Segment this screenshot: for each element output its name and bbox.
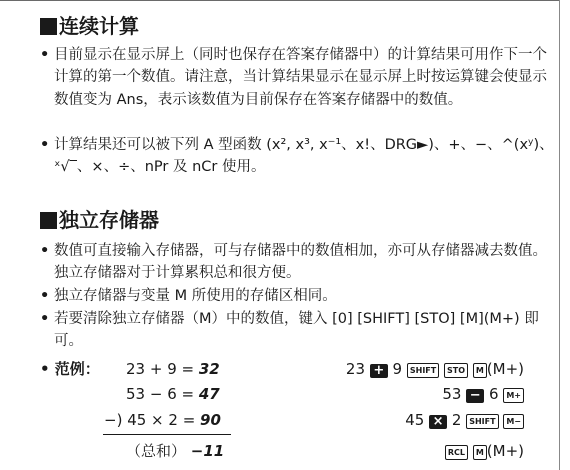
example-result-4: −11 xyxy=(190,442,225,460)
example-result-2: 47 xyxy=(198,385,220,403)
square-bullet-icon xyxy=(40,212,57,229)
section-title-continuous: 连续计算 xyxy=(40,14,139,38)
sto-key: STO xyxy=(444,363,468,378)
section-title-independent-memory: 独立存储器 xyxy=(40,208,159,232)
example-result-1: 32 xyxy=(198,360,220,378)
example-row-1: 23 + 9 = 32 xyxy=(126,360,220,378)
keyseq-row-2: 53 − 6 M+ xyxy=(442,384,524,404)
bullet-continuous-2: • 计算结果还可以被下列 A 型函数 (x², x³, x⁻¹、x!、DRG►)、+、−、^(xʸ)、ˣ√‾、×、÷、nPr 及 nCr 使用。 xyxy=(40,137,554,176)
times-key: × xyxy=(429,415,447,429)
page-edge-line xyxy=(559,0,560,470)
bullet-continuous-1: • 目前显示在显示屏上（同时也保存在答案存储器中）的计算结果可用作下一个计算的第一个数值。请注意，当计算结果显示在显示屏上时按运算键会使显示数值变为 Ans，表示该数值为目前保存在答案存储器中的数值。 xyxy=(40,47,547,108)
keyseq-row-4: RCL M (M+) xyxy=(445,441,524,461)
example-row-3: −) 45 × 2 = 90 xyxy=(104,411,221,429)
keyseq-row-1: 23 + 9 SHIFT STO M (M+) xyxy=(345,360,524,378)
example-label: • 范例： xyxy=(40,360,100,378)
bullet-memory-1: • 数值可直接输入存储器，可与存储器中的数值相加，亦可从存储器减去数值。独立存储器对于计算累积总和很方便。 xyxy=(40,243,547,282)
minus-key: − xyxy=(466,389,484,403)
shift-key: SHIFT xyxy=(407,363,439,378)
bullet-memory-2: • 独立存储器与变量 M 所使用的存储区相同。 xyxy=(40,288,337,304)
sum-rule xyxy=(103,434,231,435)
mplus-key: M+ xyxy=(503,388,524,403)
mminus-key: M− xyxy=(503,414,524,429)
top-rule xyxy=(0,0,560,1)
rcl-key: RCL xyxy=(445,445,468,460)
keyseq-row-3: 45 × 2 SHIFT M− xyxy=(405,410,524,430)
m-key: M xyxy=(473,363,487,378)
m-key: M xyxy=(473,445,487,460)
example-row-2: 53 − 6 = 47 xyxy=(126,385,220,403)
shift-key: SHIFT xyxy=(466,414,498,429)
bullet-memory-3: • 若要清除独立存储器（M）中的数值，键入 [0] [SHIFT] [STO] [M](M+) 即可。 xyxy=(40,311,539,350)
example-result-3: 90 xyxy=(200,411,221,429)
square-bullet-icon xyxy=(40,18,57,35)
plus-key: + xyxy=(370,364,388,378)
example-row-4: （总和） −11 xyxy=(126,442,225,460)
